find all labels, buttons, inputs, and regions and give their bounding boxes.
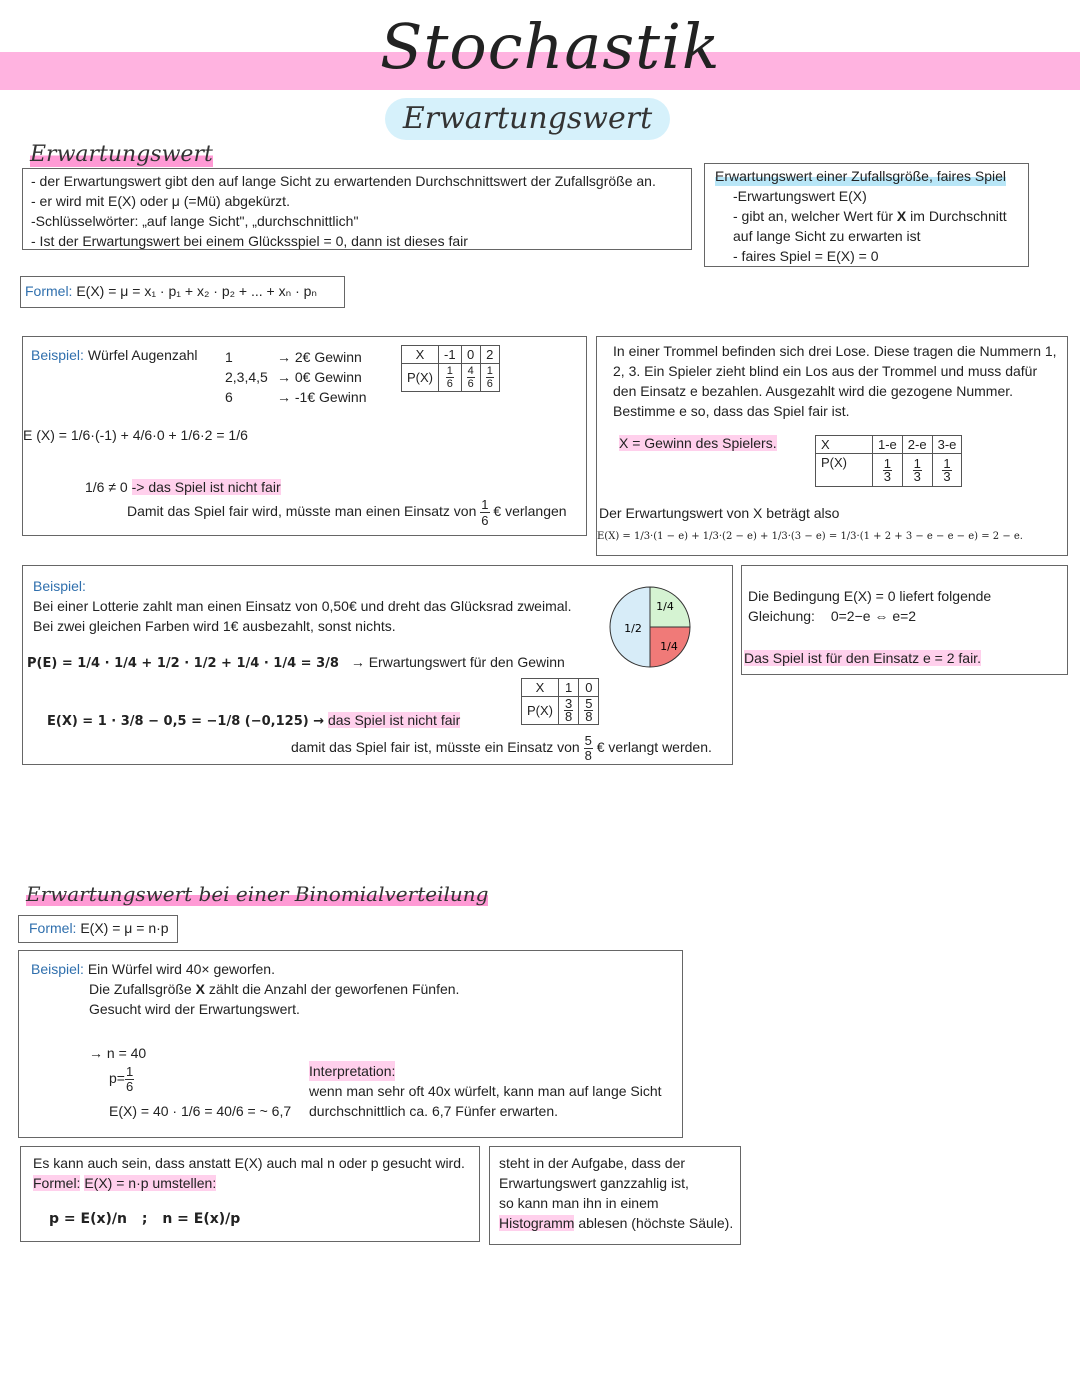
table-cell: 1 — [559, 679, 579, 697]
fair-stake-text: € verlangen — [493, 503, 567, 520]
table-cell: 1-e — [873, 436, 903, 454]
formula-box — [20, 276, 345, 308]
outcome-row — [225, 367, 366, 387]
condition-equation: 0=2−e ⇔ e=2 — [830, 608, 917, 624]
formula-label: Formel: — [25, 283, 73, 299]
n-or-p-box: Es kann auch sein, dass anstatt E(X) auch mal n oder p gesucht wird. Formel: E(X) = n·p umstellen: p = E(x)/n ; n = E(x)/p — [20, 1146, 480, 1242]
table-header: P(X) — [402, 364, 439, 392]
probability-table — [401, 345, 500, 392]
formula-label: Formel: — [33, 1175, 81, 1191]
example-label: Beispiel: — [33, 578, 86, 594]
drum-probability-table — [815, 435, 962, 487]
table-cell: $\frac{5}{8}$ — [579, 697, 599, 725]
example-dice-box — [22, 336, 587, 536]
interpretation-line: wenn man sehr oft 40x würfelt, kann man auf lange Sicht — [309, 1083, 662, 1099]
fair-stake-text: damit das Spiel fair ist, müsste ein Einsatz von — [291, 739, 580, 756]
formula-text: E(X) = μ = x₁ · p₁ + x₂ · p₂ + ... + xₙ · pₙ — [76, 283, 318, 299]
fair-game-line: -Erwartungswert E(X) — [733, 188, 867, 204]
p-formula: p = E(x)/n — [49, 1211, 127, 1227]
interpretation-title: Interpretation: — [309, 1063, 396, 1079]
table-cell: $\frac{1}{6}$ — [480, 364, 499, 392]
lottery-expected-value: E(X) = 1 · 3/8 − 0,5 = −1/8 (−0,125) → — [47, 714, 325, 729]
histogram-tip-line: steht in der Aufgabe, dass der — [499, 1155, 686, 1171]
wheel-label-green: 1/4 — [656, 600, 674, 613]
histogram-tip-line: Erwartungswert ganzzahlig ist, — [499, 1175, 689, 1191]
table-cell: 2-e — [902, 436, 932, 454]
fair-game-variable: X — [896, 208, 907, 224]
formula-rearrange: E(X) = n·p umstellen: — [84, 1175, 217, 1191]
lottery-line: Bei zwei gleichen Farben wird 1€ ausbezahlt, sonst nichts. — [33, 618, 396, 634]
binomial-example-box — [18, 950, 683, 1138]
outcome-gain: → 2€ Gewinn — [277, 349, 362, 365]
table-header: X — [522, 679, 559, 697]
n-formula: n = E(x)/p — [162, 1211, 241, 1227]
fair-game-line: - faires Spiel = E(X) = 0 — [733, 248, 879, 264]
drum-condition-box — [741, 565, 1068, 675]
fair-stake-fraction: $\frac{1}{6}$ — [481, 497, 489, 528]
fair-stake-text: Damit das Spiel fair wird, müsste man einen Einsatz von — [127, 503, 477, 520]
lottery-probability-table — [521, 678, 599, 725]
binomial-line: Die Zufallsgröße X zählt die Anzahl der geworfenen Fünfen. — [89, 981, 460, 997]
outcome-gain: → 0€ Gewinn — [277, 369, 362, 385]
table-cell: $\frac{1}{6}$ — [439, 364, 462, 392]
outcome-value: 6 — [225, 389, 233, 405]
binomial-line: Gesucht wird der Erwartungswert. — [89, 1001, 300, 1017]
table-cell: $\frac{1}{3}$ — [902, 454, 932, 487]
n-or-p-line: Es kann auch sein, dass anstatt E(X) auch mal n oder p gesucht wird. — [33, 1155, 465, 1171]
definition-line: -Schlüsselwörter: „auf lange Sicht", „durchschnittlich" — [31, 213, 359, 229]
table-cell: 0 — [579, 679, 599, 697]
condition-line: Gleichung: 0=2−e ⇔ e=2 — [748, 608, 917, 624]
table-header: P(X) — [816, 454, 873, 487]
table-cell: 0 — [461, 346, 480, 364]
outcome-row — [225, 347, 366, 367]
definition-box — [22, 168, 692, 250]
definition-line: - Ist der Erwartungswert bei einem Glücksspiel = 0, dann ist dieses fair — [31, 233, 468, 249]
table-header: X — [402, 346, 439, 364]
outcome-row — [225, 387, 366, 407]
wheel-label-blue: 1/2 — [624, 622, 642, 635]
fair-stake-fraction: $\frac{5}{8}$ — [584, 733, 592, 763]
wheel-label-red: 1/4 — [660, 640, 678, 653]
histogram-tip-line: Histogramm ablesen (höchste Säule). — [499, 1215, 734, 1231]
formula-text: E(X) = μ = n·p — [80, 920, 169, 936]
fair-game-box — [704, 163, 1029, 267]
definition-line: - er wird mit E(X) oder μ (=Mü) abgekürzt. — [31, 193, 290, 209]
table-cell: -1 — [439, 346, 462, 364]
table-cell: $\frac{1}{3}$ — [873, 454, 903, 487]
drum-result: Das Spiel ist für den Einsatz e = 2 fair. — [744, 650, 981, 666]
example-drum-box — [596, 336, 1068, 556]
condition-line: Die Bedingung E(X) = 0 liefert folgende — [748, 588, 992, 604]
table-cell: $\frac{4}{6}$ — [461, 364, 480, 392]
section-heading-binomial: Erwartungswert bei einer Binomialverteilung — [26, 882, 489, 906]
formula-label: Formel: — [29, 920, 77, 936]
binomial-line: Ein Würfel wird 40× geworfen. — [87, 961, 275, 977]
example-title: Würfel Augenzahl — [87, 347, 198, 363]
binomial-variable: X — [195, 981, 205, 997]
outcome-value: 2,3,4,5 — [225, 369, 268, 385]
fair-stake-text: € verlangt werden. — [596, 739, 712, 756]
binomial-n: → n = 40 — [89, 1045, 147, 1061]
probability-note: → Erwartungswert für den Gewinn — [350, 654, 565, 670]
table-header: P(X) — [522, 697, 559, 725]
lottery-line: Bei einer Lotterie zahlt man einen Einsatz von 0,50€ und dreht das Glücksrad zweimal. — [33, 598, 572, 614]
page-title: Stochastik — [380, 10, 721, 83]
table-cell: 2 — [480, 346, 499, 364]
table-cell: $\frac{1}{3}$ — [932, 454, 962, 487]
definition-line: - der Erwartungswert gibt den auf lange Sicht zu erwartenden Durchschnittswert der Zufallsgröße an. — [31, 173, 656, 189]
verdict-not-fair: das Spiel ist nicht fair — [328, 712, 461, 728]
drum-description: In einer Trommel befinden sich drei Lose. Diese tragen die Nummern 1, 2, 3. Ein Spieler zieht blind ein Los aus der Trommel und muss dafür den Einsatz e bezahlen. Ausgezahlt wird die gezogene Nummer. Bestimme e so, dass das Spiel fair ist. — [613, 343, 1057, 419]
page-subtitle: Erwartungswert — [385, 98, 670, 140]
fair-game-line-part: - gibt an, welcher Wert für — [733, 208, 894, 224]
histogram-tip-line: so kann man ihn in einem — [499, 1195, 659, 1211]
section-heading-erwartungswert: Erwartungswert — [30, 142, 213, 167]
binomial-formula-box — [18, 915, 178, 943]
table-cell: $\frac{3}{8}$ — [559, 697, 579, 725]
table-cell: 3-e — [932, 436, 962, 454]
example-lottery-box — [22, 565, 733, 765]
fair-game-line: auf lange Sicht zu erwarten ist — [733, 228, 921, 244]
lucky-wheel — [609, 586, 691, 668]
expected-value-formula: E(X) = 1/3·(1 − e) + 1/3·(2 − e) + 1/3·(3 − e) = 1/3·(1 + 2 + 3 − e − e − e) = 2 − e. — [597, 531, 1023, 542]
example-label: Beispiel: — [31, 347, 84, 363]
fair-game-line — [715, 206, 1018, 226]
probability-equal-colors: P(E) = 1/4 · 1/4 + 1/2 · 1/2 + 1/4 · 1/4 = 3/8 — [27, 656, 339, 671]
histogram-tip-box — [489, 1146, 741, 1245]
expected-value-calc: E (X) = 1/6·(-1) + 4/6·0 + 1/6·2 = 1/6 — [23, 427, 248, 443]
interpretation-line: durchschnittlich ca. 6,7 Fünfer erwarten. — [309, 1103, 559, 1119]
fair-game-title: Erwartungswert einer Zufallsgröße, faires Spiel — [715, 168, 1007, 184]
random-variable-definition: X = Gewinn des Spielers. — [619, 435, 777, 451]
example-label: Beispiel: — [31, 961, 84, 977]
verdict-not-fair: -> das Spiel ist nicht fair — [131, 479, 281, 495]
table-header: X — [816, 436, 873, 454]
outcome-gain: → -1€ Gewinn — [277, 389, 367, 405]
binomial-expected-value: E(X) = 40 · 1/6 = 40/6 = ~ 6,7 — [109, 1103, 292, 1119]
inequality: 1/6 ≠ 0 — [85, 479, 128, 495]
outcome-value: 1 — [225, 349, 233, 365]
binomial-p: p= $\frac{1}{6}$ — [109, 1064, 134, 1094]
fair-game-line-part: im Durchschnitt — [910, 208, 1007, 224]
expected-value-intro: Der Erwartungswert von X beträgt also — [599, 505, 840, 521]
